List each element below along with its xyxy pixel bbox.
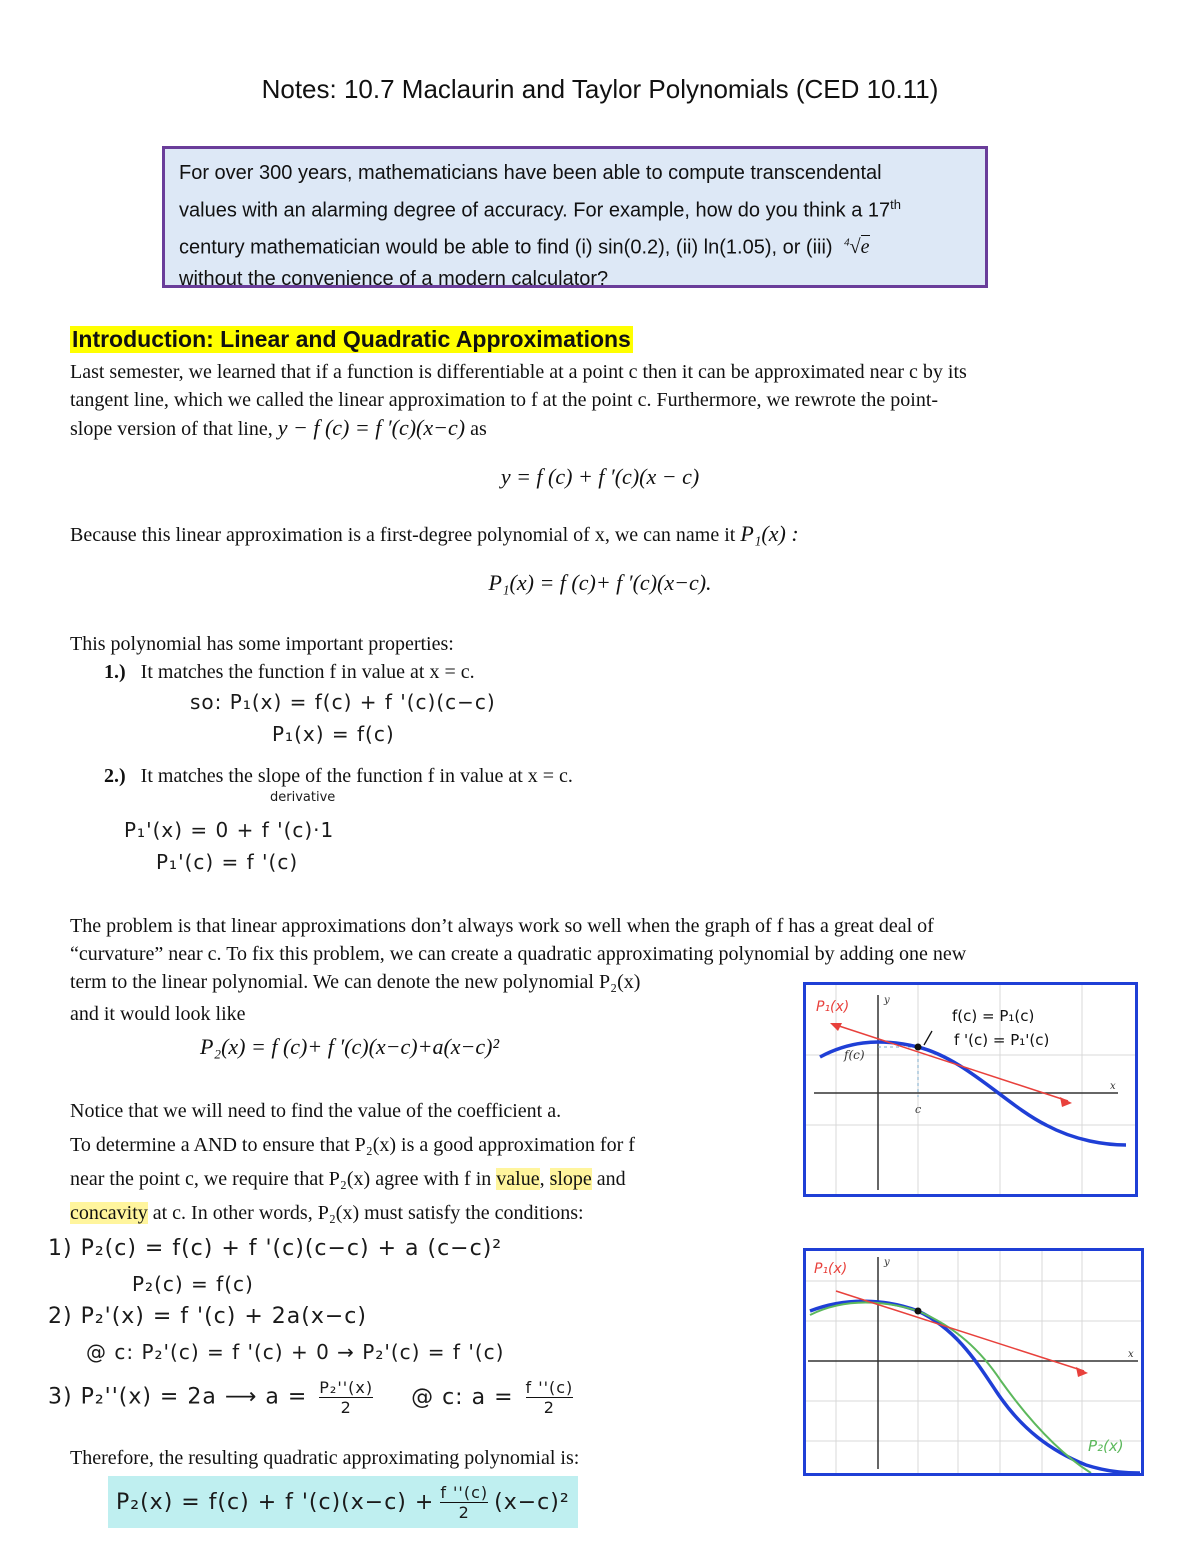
tangent-point-2 [915,1308,922,1315]
paragraph-p1-name: Because this linear approximation is a first-degree polynomial of x, we can name it P₁(x) : [70,521,799,546]
property-2: 2.) It matches the slope of the function f in value at x = c. [104,765,573,787]
handwritten-condition-1b: P₂(c) = f(c) [132,1272,254,1296]
highlight-slope: slope [549,1168,592,1190]
handwritten-condition-2b: @ c: P₂'(c) = f '(c) + 0 → P₂'(c) = f '(c) [86,1340,505,1364]
section-heading: Introduction: Linear and Quadratic Approximations [72,326,631,352]
page-title: Notes: 10.7 Maclaurin and Taylor Polynomials (CED 10.11) [261,74,939,104]
highlight-value: value [496,1168,540,1190]
properties-intro: This polynomial has some important properties: [70,633,454,655]
label-p2-fig2: P₂(x) [1088,1437,1124,1455]
paragraph-conditions: Notice that we will need to find the value of the coefficient a. To determine a AND to ensure that P₂(x) is a good approximation for f near the point c, we require that P₂(x) agree with f in value, slope and concavity at c. In other words, P₂(x) must satisfy the conditions: [70,1100,635,1224]
note-value-match: f(c) = P₁(c) [952,1007,1035,1025]
label-x: x [1110,1081,1116,1092]
intro-line-4: without the convenience of a modern calculator? [179,268,609,291]
fraction-f2-over-2: $\frac{f ''(c)}{2}$ [525,1378,574,1417]
handwritten-condition-1a: 1) P₂(c) = f(c) + f '(c)(c−c) + a (c−c)² [48,1236,503,1261]
handwritten-derivative-note: derivative [270,790,336,805]
paragraph-curvature: The problem is that linear approximations don’t always work so well when the graph of f has a great deal of “curvature” near c. To fix this problem, we can create a quadratic approximating polynomial by adding one new term to the linear polynomial. We can denote the new polynomial P₂(x) and it would look like [70,915,967,1025]
final-p2-formula: P₂(x) = f(c) + f '(c)(x−c) + $\frac{f ''(c)}{2}$ (x−c)² [108,1476,578,1528]
tangent-line-2 [836,1291,1084,1371]
label-x-fig2: x [1128,1349,1134,1360]
label-c: c [915,1103,922,1116]
label-y-fig2: y [884,1257,890,1268]
p2-general-equation: P₂(x) = f (c)+ f ′(c)(x−c)+a(x−c)² [200,1034,500,1059]
handwritten-prop2-line1: P₁'(x) = 0 + f '(c)·1 [124,818,335,842]
fraction-p2-over-2: $\frac{\text{P₂''(x)}}{2}$ [319,1378,374,1417]
therefore-text: Therefore, the resulting quadratic approximating polynomial is: [70,1447,580,1469]
point-slope-equation: y − f (c) = f ′(c)(x−c) [277,415,466,440]
figure-2-graph [806,1251,1141,1473]
fraction-f2c-over-2: $\frac{f ''(c)}{2}$ [440,1482,489,1522]
figure-1-graph [806,985,1135,1194]
p1-equation: P₁(x) = f (c)+ f ′(c)(x−c). [488,570,712,595]
handwritten-prop2-line2: P₁'(c) = f '(c) [156,850,299,874]
note-slope-match: f '(c) = P₁'(c) [954,1031,1050,1049]
label-fc: f(c) [844,1048,865,1062]
annotation-arrow [924,1031,932,1045]
tangent-arrow-right [1060,1097,1072,1107]
property-1: 1.) It matches the function f in value at x = c. [104,661,475,683]
label-y: y [884,995,890,1006]
intro-line-3: century mathematician would be able to find (i) sin(0.2), (ii) ln(1.05), or (iii) $^4$√e [179,236,870,259]
tangent-line-equation: y = f (c) + f ′(c)(x − c) [500,464,700,489]
tangent-point [915,1044,922,1051]
label-p1-fig2: P₁(x) [814,1261,848,1277]
handwritten-prop1-line2: P₁(x) = f(c) [272,722,395,746]
fourth-root-e: $^4$√e [844,236,870,259]
handwritten-condition-3a: 3) P₂''(x) = 2a ⟶ a = $\frac{\text{P₂''(x)}}{2}$ @ c: a = $\frac{f ''(c)}{2}$ [48,1378,574,1417]
label-p1: P₁(x) [816,999,850,1015]
intro-callout-box [162,146,988,291]
figure-quadratic-approximation [803,1248,1144,1476]
handwritten-prop1-line1: so: P₁(x) = f(c) + f '(c)(c−c) [190,690,496,714]
intro-line-2: values with an alarming degree of accuracy. For example, how do you think a 17th [179,197,901,222]
superscript-th: th [890,197,901,212]
figure-linear-approximation [803,982,1138,1197]
highlight-concavity: concavity [70,1202,148,1224]
handwritten-condition-2a: 2) P₂'(x) = f '(c) + 2a(x−c) [48,1304,367,1329]
intro-line-1: For over 300 years, mathematicians have been able to compute transcendental [179,162,882,184]
paragraph-linear-intro: Last semester, we learned that if a function is differentiable at a point c then it can be approximated near c by its tangent line, which we called the linear approximation to f at the point c. Furthermore, we rewrote the point- slope version of that line, y − f (c) = f ′(c)(x−c) as [70,361,967,440]
